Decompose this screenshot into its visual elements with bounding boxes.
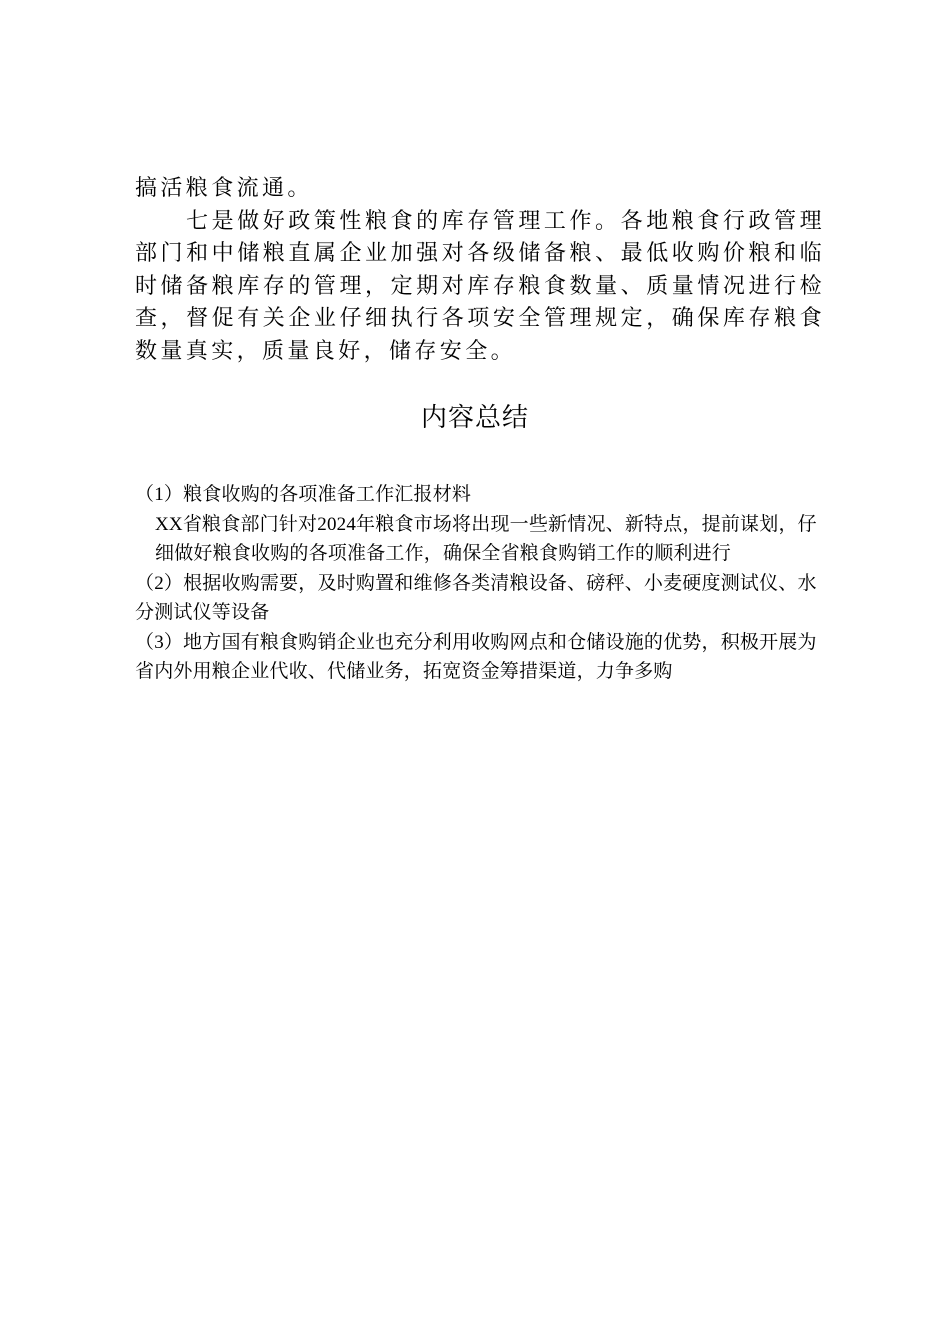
paragraph-seventh-point: 七是做好政策性粮食的库存管理工作。各地粮食行政管理部门和中储粮直属企业加强对各级储备粮、最低收购价粮和临时储备粮库存的管理，定期对库存粮食数量、质量情况进行检查，督促有关企业仔细执行各项安全管理规定，确保库存粮食数量真实，质量良好，储存安全。: [135, 208, 825, 364]
summary-item-3: （3）地方国有粮食购销企业也充分利用收购网点和仓储设施的优势，积极开展为省内外用粮企业代收、代储业务，拓宽资金筹措渠道，力争多购: [135, 631, 817, 682]
summary-item-2: （2）根据收购需要，及时购置和维修各类清粮设备、磅秤、小麦硬度测试仪、水分测试仪等设备: [135, 572, 817, 623]
summary-section: [135, 480, 825, 687]
paragraph-closing: 搞活粮食流通。: [135, 176, 313, 201]
summary-item-1-body: XX省粮食部门针对2024年粮食市场将出现一些新情况、新特点，提前谋划，仔细做好粮食收购的各项准备工作，确保全省粮食购销工作的顺利进行: [155, 513, 817, 564]
body-text: [135, 173, 825, 368]
summary-item-1-heading: （1）粮食收购的各项准备工作汇报材料: [135, 484, 472, 505]
summary-title: 内容总结: [420, 403, 529, 433]
